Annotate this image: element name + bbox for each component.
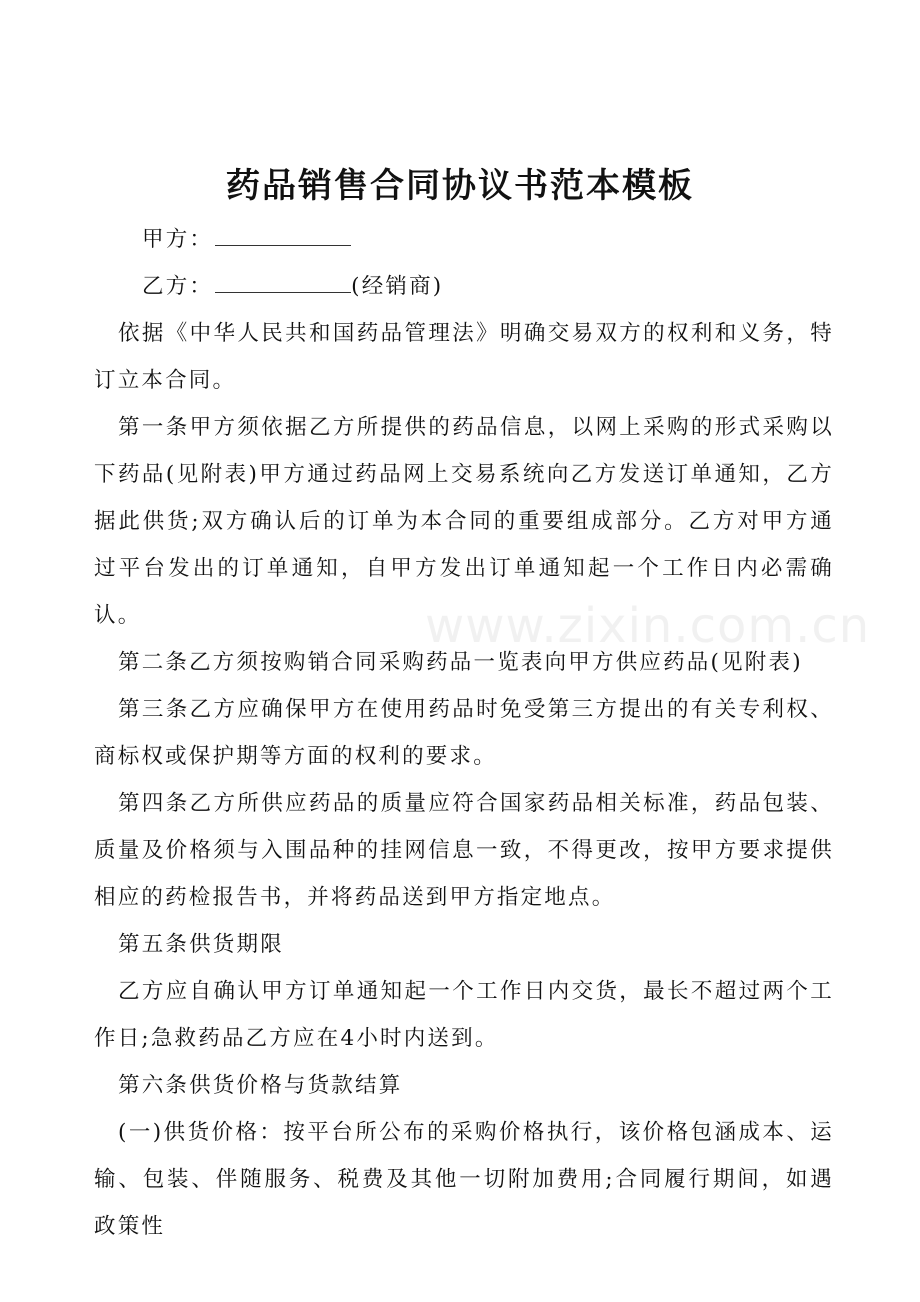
paragraph-article-6-heading: 第六条供货价格与货款结算 <box>118 1073 403 1098</box>
party-a-label: 甲方： <box>142 227 214 252</box>
party-b-suffix: (经销商) <box>351 274 444 299</box>
party-b-label: 乙方： <box>142 274 214 299</box>
document-body <box>94 216 834 1250</box>
watermark: www.zixin.com.cn <box>425 598 871 654</box>
paragraph-article-2: 第二条乙方须按购销合同采购药品一览表向甲方供应药品(见附表) <box>118 650 803 675</box>
paragraph-article-1: 第一条甲方须依据乙方所提供的药品信息，以网上采购的形式采购以下药品(见附表)甲方通过药品网上交易系统向乙方发送订单通知，乙方据此供货;双方确认后的订单为本合同的重要组成部分。乙方对甲方通过平台发出的订单通知，自甲方发出订单通知起一个工作日内必需确认。 <box>94 415 834 628</box>
party-b-blank <box>215 274 351 293</box>
party-b-line <box>94 263 834 310</box>
paragraph-article-5-heading: 第五条供货期限 <box>118 932 284 957</box>
paragraph-basis: 依据《中华人民共和国药品管理法》明确交易双方的权利和义务，特订立本合同。 <box>94 321 834 393</box>
party-a-line <box>94 216 834 263</box>
paragraph-article-4: 第四条乙方所供应药品的质量应符合国家药品相关标准，药品包装、质量及价格须与入围品种的挂网信息一致，不得更改，按甲方要求提供相应的药检报告书，并将药品送到甲方指定地点。 <box>94 791 834 910</box>
party-a-blank <box>215 227 351 246</box>
document-title: 药品销售合同协议书范本模板 <box>226 166 694 206</box>
paragraph-article-5-body: 乙方应自确认甲方订单通知起一个工作日内交货，最长不超过两个工作日;急救药品乙方应在4小时内送到。 <box>94 979 834 1051</box>
paragraph-article-3: 第三条乙方应确保甲方在使用药品时免受第三方提出的有关专利权、商标权或保护期等方面的权利的要求。 <box>94 697 834 769</box>
paragraph-article-6-price: (一)供货价格：按平台所公布的采购价格执行，该价格包涵成本、运输、包装、伴随服务、税费及其他一切附加费用;合同履行期间，如遇政策性 <box>94 1120 834 1239</box>
